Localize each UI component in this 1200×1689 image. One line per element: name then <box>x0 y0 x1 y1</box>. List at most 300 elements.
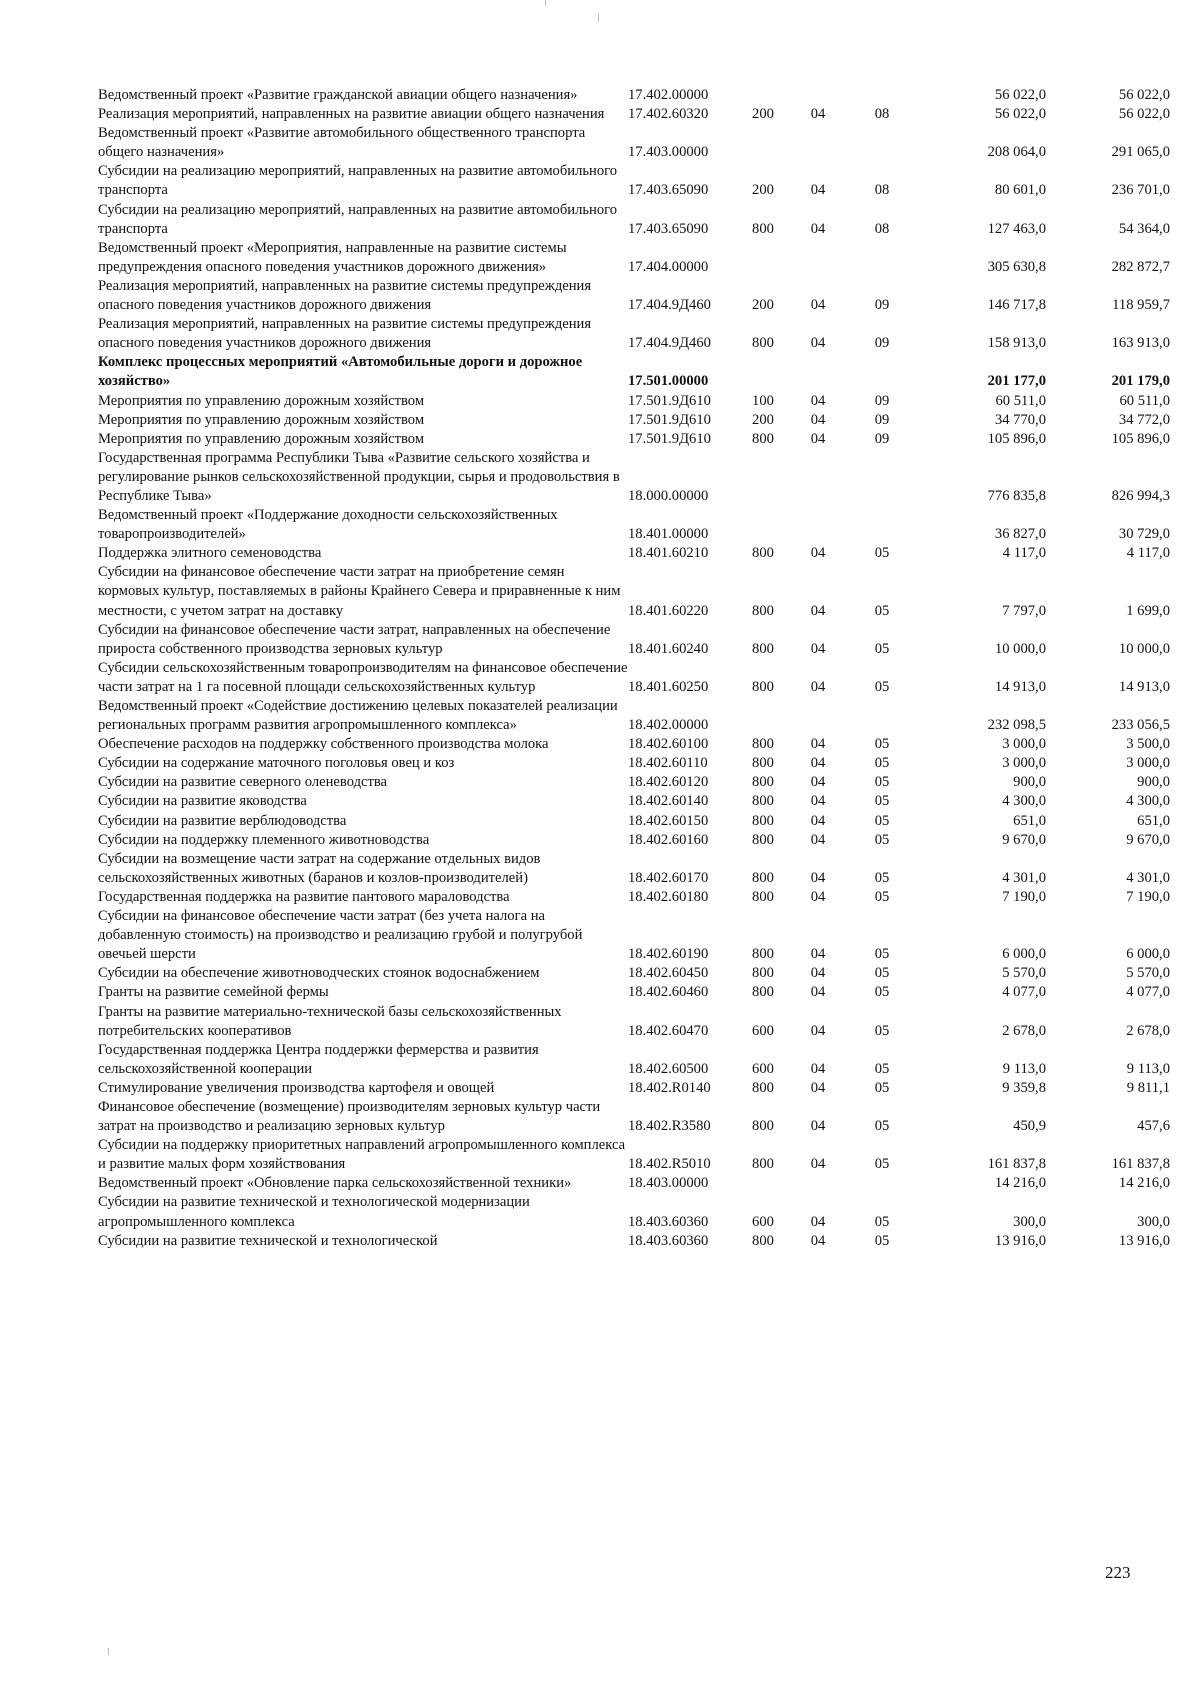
section: 04 <box>810 1232 826 1249</box>
page-number: 223 <box>1105 1563 1131 1582</box>
section: 04 <box>810 984 826 1001</box>
item-name: Комплекс процессных мероприятий «Автомобильные дороги и дорожное хозяйство» <box>98 354 583 390</box>
table-row <box>98 907 1170 964</box>
subsection: 05 <box>874 1079 890 1096</box>
amount-year-1: 158 913,0 <box>987 335 1046 352</box>
expense-type: 800 <box>752 774 774 791</box>
amount-year-1: 4 301,0 <box>1002 869 1046 886</box>
section: 04 <box>810 220 826 237</box>
expense-type: 800 <box>752 736 774 753</box>
table-row <box>98 983 1170 1002</box>
target-code: 18.402.60460 <box>628 984 709 1001</box>
amount-year-2: 3 000,0 <box>1126 755 1170 772</box>
target-code: 17.404.9Д460 <box>628 335 711 352</box>
amount-year-1: 201 177,0 <box>987 373 1046 390</box>
section: 04 <box>810 182 826 199</box>
amount-year-2: 14 216,0 <box>1118 1175 1170 1192</box>
item-name: Ведомственный проект «Развитие гражданской авиации общего назначения» <box>98 87 578 103</box>
expense-type: 800 <box>752 755 774 772</box>
table-row <box>98 773 1170 792</box>
table-row <box>98 449 1170 506</box>
amount-year-1: 7 797,0 <box>1002 602 1046 619</box>
table-row <box>98 430 1170 449</box>
subsection <box>844 353 920 391</box>
section: 04 <box>810 106 826 123</box>
item-name: Реализация мероприятий, направленных на развитие системы предупреждения опасного поведения участников дорожного движения <box>98 277 592 314</box>
section: 04 <box>810 869 826 886</box>
subsection: 05 <box>874 1156 890 1173</box>
item-name: Финансовое обеспечение (возмещение) производителям зерновых культур части затрат на производство и реализацию зерновых культур <box>98 1098 601 1135</box>
amount-year-2: 9 811,1 <box>1126 1079 1170 1096</box>
table-row <box>98 86 1170 105</box>
subsection <box>844 86 920 105</box>
expense-type: 600 <box>752 1213 774 1230</box>
section: 04 <box>810 774 826 791</box>
expense-type: 800 <box>752 678 774 695</box>
target-code: 17.402.00000 <box>628 87 709 103</box>
section: 04 <box>810 545 826 562</box>
table-row <box>98 964 1170 983</box>
amount-year-1: 36 827,0 <box>994 526 1046 543</box>
subsection: 05 <box>874 812 890 829</box>
item-name: Мероприятия по управлению дорожным хозяйством <box>98 392 425 409</box>
section: 04 <box>810 755 826 772</box>
expense-type: 800 <box>752 335 774 352</box>
amount-year-2: 4 077,0 <box>1126 984 1170 1001</box>
target-code: 18.401.00000 <box>628 526 709 543</box>
table-row <box>98 735 1170 754</box>
amount-year-2: 54 364,0 <box>1118 220 1170 237</box>
subsection: 08 <box>874 106 890 123</box>
item-name: Субсидии сельскохозяйственным товаропроизводителям на финансовое обеспечение части затрат на 1 га посевной площади сельскохозяйственных культур <box>98 659 628 695</box>
amount-year-2: 34 772,0 <box>1118 411 1170 428</box>
amount-year-1: 776 835,8 <box>987 487 1046 504</box>
item-name: Обеспечение расходов на поддержку собственного производства молока <box>98 736 549 753</box>
amount-year-1: 2 678,0 <box>1002 1022 1046 1039</box>
target-code: 17.501.9Д610 <box>628 430 711 447</box>
target-code: 18.000.00000 <box>628 487 709 504</box>
item-name: Гранты на развитие семейной фермы <box>98 984 329 1001</box>
section <box>792 86 844 105</box>
table-row <box>98 411 1170 430</box>
subsection <box>844 449 920 506</box>
expense-type: 200 <box>752 297 774 314</box>
amount-year-2: 9 670,0 <box>1126 831 1170 848</box>
section <box>792 449 844 506</box>
subsection: 09 <box>874 411 890 428</box>
subsection: 05 <box>874 678 890 695</box>
expense-type <box>734 1174 792 1193</box>
expense-type: 800 <box>752 946 774 963</box>
expense-type <box>734 353 792 391</box>
expense-type: 800 <box>752 430 774 447</box>
table-row <box>98 697 1170 735</box>
target-code: 17.404.00000 <box>628 258 709 275</box>
amount-year-1: 105 896,0 <box>987 430 1046 447</box>
amount-year-1: 5 570,0 <box>1002 965 1046 982</box>
subsection <box>844 124 920 162</box>
table-row <box>98 162 1170 200</box>
expense-type: 800 <box>752 1079 774 1096</box>
amount-year-2: 282 872,7 <box>1111 258 1170 275</box>
section: 04 <box>810 392 826 409</box>
target-code: 18.401.60210 <box>628 545 709 562</box>
table-row <box>98 792 1170 811</box>
subsection <box>844 506 920 544</box>
expense-type <box>734 239 792 277</box>
expense-type: 800 <box>752 1118 774 1135</box>
amount-year-1: 34 770,0 <box>994 411 1046 428</box>
amount-year-1: 4 117,0 <box>1002 545 1046 562</box>
section <box>792 124 844 162</box>
expense-type: 800 <box>752 640 774 657</box>
item-name: Субсидии на развитие технической и технологической <box>98 1232 438 1249</box>
item-name: Субсидии на поддержку племенного животноводства <box>98 831 430 848</box>
expense-type: 800 <box>752 984 774 1001</box>
amount-year-2: 14 913,0 <box>1118 678 1170 695</box>
expense-type: 800 <box>752 831 774 848</box>
amount-year-1: 300,0 <box>1013 1213 1046 1230</box>
amount-year-2: 3 500,0 <box>1126 736 1170 753</box>
target-code: 17.402.60320 <box>628 106 709 123</box>
table-row <box>98 563 1170 620</box>
amount-year-1: 10 000,0 <box>994 640 1046 657</box>
subsection: 05 <box>874 755 890 772</box>
target-code: 18.402.60180 <box>628 888 709 905</box>
amount-year-1: 161 837,8 <box>987 1156 1046 1173</box>
amount-year-1: 3 000,0 <box>1002 736 1046 753</box>
item-name: Ведомственный проект «Содействие достижению целевых показателей реализации региональных программ развития агропромышленного комплекса» <box>98 698 618 734</box>
subsection: 05 <box>874 774 890 791</box>
amount-year-2: 56 022,0 <box>1118 87 1170 103</box>
subsection: 05 <box>874 1118 890 1135</box>
item-name: Ведомственный проект «Мероприятия, направленные на развитие системы предупреждения опасного поведения участников дорожного движения» <box>98 239 567 275</box>
expense-type: 800 <box>752 793 774 810</box>
amount-year-2: 60 511,0 <box>1119 392 1170 409</box>
target-code: 18.402.60150 <box>628 812 709 829</box>
amount-year-2: 201 179,0 <box>1111 373 1170 390</box>
amount-year-1: 232 098,5 <box>987 717 1046 734</box>
expense-type: 800 <box>752 220 774 237</box>
amount-year-2: 291 065,0 <box>1111 144 1170 161</box>
expense-type <box>734 86 792 105</box>
target-code: 17.403.65090 <box>628 220 709 237</box>
target-code: 18.402.60450 <box>628 965 709 982</box>
subsection: 09 <box>874 297 890 314</box>
table-row <box>98 1193 1170 1231</box>
section <box>792 1174 844 1193</box>
amount-year-2: 233 056,5 <box>1111 717 1170 734</box>
amount-year-2: 651,0 <box>1137 812 1170 829</box>
subsection: 05 <box>874 1232 890 1249</box>
table-row <box>98 1136 1170 1174</box>
amount-year-1: 56 022,0 <box>994 106 1046 123</box>
amount-year-1: 9 670,0 <box>1002 831 1046 848</box>
table-row <box>98 1232 1170 1251</box>
item-name: Мероприятия по управлению дорожным хозяйством <box>98 411 425 428</box>
target-code: 18.403.60360 <box>628 1232 709 1249</box>
subsection: 09 <box>874 430 890 447</box>
subsection <box>844 239 920 277</box>
amount-year-1: 4 300,0 <box>1002 793 1046 810</box>
amount-year-1: 127 463,0 <box>987 220 1046 237</box>
section: 04 <box>810 411 826 428</box>
table-row <box>98 544 1170 563</box>
item-name: Ведомственный проект «Обновление парка сельскохозяйственной техники» <box>98 1175 572 1192</box>
target-code: 17.403.00000 <box>628 144 709 161</box>
target-code: 18.402.60470 <box>628 1022 709 1039</box>
table-row <box>98 392 1170 411</box>
amount-year-1: 4 077,0 <box>1002 984 1046 1001</box>
section: 04 <box>810 946 826 963</box>
subsection: 05 <box>874 602 890 619</box>
target-code: 18.401.60220 <box>628 602 709 619</box>
expense-type: 600 <box>752 1022 774 1039</box>
item-name: Субсидии на возмещение части затрат на содержание отдельных видов сельскохозяйственных животных (баранов и козлов-производителей) <box>98 850 541 886</box>
section: 04 <box>810 297 826 314</box>
amount-year-1: 13 916,0 <box>994 1232 1046 1249</box>
item-name: Ведомственный проект «Поддержание доходности сельскохозяйственных товаропроизводителей» <box>98 507 558 543</box>
section: 04 <box>810 965 826 982</box>
expense-type: 800 <box>752 1232 774 1249</box>
amount-year-2: 7 190,0 <box>1126 888 1170 905</box>
item-name: Гранты на развитие материально-технической базы сельскохозяйственных потребительских кооперативов <box>98 1003 562 1039</box>
target-code: 18.403.60360 <box>628 1213 709 1230</box>
section <box>792 239 844 277</box>
subsection: 05 <box>874 888 890 905</box>
item-name: Государственная поддержка на развитие пантового мараловодства <box>98 888 510 905</box>
item-name: Государственная поддержка Центра поддержки фермерства и развития сельскохозяйственной кооперации <box>98 1041 539 1077</box>
amount-year-2: 161 837,8 <box>1111 1156 1170 1173</box>
amount-year-1: 146 717,8 <box>987 297 1046 314</box>
amount-year-1: 450,9 <box>1013 1118 1046 1135</box>
amount-year-2: 457,6 <box>1137 1118 1170 1135</box>
item-name: Субсидии на финансовое обеспечение части затрат на приобретение семян кормовых культур, поставляемых в районы Крайнего Севера и приравненные к ним местности, с учетом затрат на доставку <box>98 564 621 619</box>
target-code: 17.404.9Д460 <box>628 297 711 314</box>
item-name: Стимулирование увеличения производства картофеля и овощей <box>98 1079 495 1096</box>
target-code: 18.402.60190 <box>628 946 709 963</box>
subsection: 05 <box>874 545 890 562</box>
subsection: 05 <box>874 831 890 848</box>
subsection: 08 <box>874 220 890 237</box>
expense-type: 200 <box>752 106 774 123</box>
section: 04 <box>810 1156 826 1173</box>
expense-type: 800 <box>752 869 774 886</box>
amount-year-2: 118 959,7 <box>1112 297 1170 314</box>
amount-year-1: 651,0 <box>1013 812 1046 829</box>
amount-year-2: 4 300,0 <box>1126 793 1170 810</box>
amount-year-2: 56 022,0 <box>1118 106 1170 123</box>
table-row <box>98 831 1170 850</box>
section: 04 <box>810 812 826 829</box>
expense-type: 200 <box>752 411 774 428</box>
item-name: Субсидии на содержание маточного поголовья овец и коз <box>98 755 455 772</box>
section: 04 <box>810 1118 826 1135</box>
table-row <box>98 239 1170 277</box>
section: 04 <box>810 736 826 753</box>
subsection: 09 <box>874 392 890 409</box>
amount-year-2: 5 570,0 <box>1126 965 1170 982</box>
amount-year-1: 305 630,8 <box>987 258 1046 275</box>
expense-type <box>734 697 792 735</box>
amount-year-1: 900,0 <box>1013 774 1046 791</box>
target-code: 17.501.9Д610 <box>628 392 711 409</box>
expense-type: 800 <box>752 812 774 829</box>
target-code: 18.402.R5010 <box>628 1156 711 1173</box>
section <box>792 353 844 391</box>
subsection: 08 <box>874 182 890 199</box>
section: 04 <box>810 678 826 695</box>
item-name: Субсидии на поддержку приоритетных направлений агропромышленного комплекса и развитие малых форм хозяйствования <box>98 1137 626 1173</box>
table-row <box>98 277 1170 315</box>
table-row <box>98 315 1170 353</box>
expense-type: 800 <box>752 1156 774 1173</box>
table-row <box>98 1041 1170 1079</box>
item-name: Ведомственный проект «Развитие автомобильного общественного транспорта общего назначения» <box>98 125 586 161</box>
table-row <box>98 124 1170 162</box>
target-code: 18.401.60240 <box>628 640 709 657</box>
amount-year-1: 7 190,0 <box>1002 888 1046 905</box>
scan-artifact <box>108 1648 109 1655</box>
expense-type: 800 <box>752 602 774 619</box>
expense-type <box>734 124 792 162</box>
amount-year-2: 10 000,0 <box>1118 640 1170 657</box>
subsection: 09 <box>874 335 890 352</box>
subsection: 05 <box>874 736 890 753</box>
section: 04 <box>810 793 826 810</box>
target-code: 18.402.R0140 <box>628 1079 711 1096</box>
subsection: 05 <box>874 1022 890 1039</box>
target-code: 18.402.60500 <box>628 1060 709 1077</box>
item-name: Поддержка элитного семеноводства <box>98 545 322 562</box>
item-name: Реализация мероприятий, направленных на развитие системы предупреждения опасного поведения участников дорожного движения <box>98 316 592 352</box>
target-code: 17.501.00000 <box>628 373 709 390</box>
amount-year-2: 6 000,0 <box>1126 946 1170 963</box>
subsection: 05 <box>874 1060 890 1077</box>
section <box>792 697 844 735</box>
table-row <box>98 506 1170 544</box>
subsection: 05 <box>874 946 890 963</box>
amount-year-1: 14 913,0 <box>994 678 1046 695</box>
section: 04 <box>810 1213 826 1230</box>
table-row <box>98 1079 1170 1098</box>
item-name: Субсидии на реализацию мероприятий, направленных на развитие автомобильного транспорта <box>98 201 618 237</box>
item-name: Субсидии на финансовое обеспечение части затрат (без учета налога на добавленную стоимость) на производство и реализацию грубой и полугрубой овечьей шерсти <box>98 908 583 963</box>
expense-type <box>734 506 792 544</box>
item-name: Мероприятия по управлению дорожным хозяйством <box>98 430 425 447</box>
item-name: Государственная программа Республики Тыва «Развитие сельского хозяйства и регулирование рынков сельскохозяйственной продукции, сырья и продовольствия в Республике Тыва» <box>98 449 620 504</box>
scan-artifact <box>598 14 599 22</box>
section: 04 <box>810 335 826 352</box>
expense-type <box>734 449 792 506</box>
table-row <box>98 888 1170 907</box>
subsection: 05 <box>874 640 890 657</box>
expense-type: 800 <box>752 545 774 562</box>
expense-type: 100 <box>752 392 774 409</box>
section: 04 <box>810 1060 826 1077</box>
target-code: 17.403.65090 <box>628 182 709 199</box>
amount-year-2: 9 113,0 <box>1126 1060 1170 1077</box>
subsection <box>844 1174 920 1193</box>
subsection: 05 <box>874 793 890 810</box>
amount-year-1: 60 511,0 <box>995 392 1046 409</box>
amount-year-2: 2 678,0 <box>1126 1022 1170 1039</box>
amount-year-2: 4 117,0 <box>1126 545 1170 562</box>
table-row <box>98 105 1170 124</box>
target-code: 18.401.60250 <box>628 678 709 695</box>
target-code: 18.402.60100 <box>628 736 709 753</box>
expense-type: 800 <box>752 888 774 905</box>
section: 04 <box>810 602 826 619</box>
table-row <box>98 353 1170 391</box>
section: 04 <box>810 640 826 657</box>
amount-year-1: 56 022,0 <box>994 87 1046 103</box>
section: 04 <box>810 430 826 447</box>
item-name: Субсидии на реализацию мероприятий, направленных на развитие автомобильного транспорта <box>98 163 618 199</box>
section: 04 <box>810 831 826 848</box>
amount-year-1: 208 064,0 <box>987 144 1046 161</box>
target-code: 18.402.60170 <box>628 869 709 886</box>
amount-year-1: 3 000,0 <box>1002 755 1046 772</box>
target-code: 17.501.9Д610 <box>628 411 711 428</box>
table-row <box>98 1098 1170 1136</box>
item-name: Субсидии на развитие северного оленеводства <box>98 774 388 791</box>
item-name: Субсидии на развитие технической и технологической модернизации агропромышленного комплекса <box>98 1194 530 1230</box>
section: 04 <box>810 888 826 905</box>
expense-type: 600 <box>752 1060 774 1077</box>
amount-year-2: 4 301,0 <box>1126 869 1170 886</box>
item-name: Субсидии на развитие яководства <box>98 793 307 810</box>
budget-table <box>98 86 1170 1251</box>
item-name: Субсидии на финансовое обеспечение части затрат, направленных на обеспечение прироста собственного производства зерновых культур <box>98 621 611 657</box>
amount-year-2: 13 916,0 <box>1118 1232 1170 1249</box>
table-row <box>98 659 1170 697</box>
subsection: 05 <box>874 1213 890 1230</box>
subsection <box>844 697 920 735</box>
target-code: 18.403.00000 <box>628 1175 709 1192</box>
table-row <box>98 754 1170 773</box>
table-row <box>98 850 1170 888</box>
target-code: 18.402.R3580 <box>628 1118 711 1135</box>
section: 04 <box>810 1079 826 1096</box>
section <box>792 506 844 544</box>
subsection: 05 <box>874 984 890 1001</box>
table-row <box>98 812 1170 831</box>
item-name: Субсидии на обеспечение животноводческих стоянок водоснабжением <box>98 965 540 982</box>
section: 04 <box>810 1022 826 1039</box>
subsection: 05 <box>874 965 890 982</box>
table-row <box>98 1003 1170 1041</box>
amount-year-2: 900,0 <box>1137 774 1170 791</box>
table-row <box>98 1174 1170 1193</box>
item-name: Субсидии на развитие верблюдоводства <box>98 812 347 829</box>
amount-year-2: 300,0 <box>1137 1213 1170 1230</box>
table-row <box>98 201 1170 239</box>
amount-year-1: 9 113,0 <box>1002 1060 1046 1077</box>
amount-year-2: 163 913,0 <box>1111 335 1170 352</box>
amount-year-2: 236 701,0 <box>1111 182 1170 199</box>
item-name: Реализация мероприятий, направленных на развитие авиации общего назначения <box>98 106 605 123</box>
budget-table-body <box>98 86 1170 1251</box>
subsection: 05 <box>874 869 890 886</box>
expense-type: 800 <box>752 965 774 982</box>
amount-year-1: 80 601,0 <box>994 182 1046 199</box>
target-code: 18.402.00000 <box>628 717 709 734</box>
target-code: 18.402.60110 <box>628 755 708 772</box>
amount-year-2: 1 699,0 <box>1126 602 1170 619</box>
target-code: 18.402.60160 <box>628 831 709 848</box>
table-row <box>98 621 1170 659</box>
